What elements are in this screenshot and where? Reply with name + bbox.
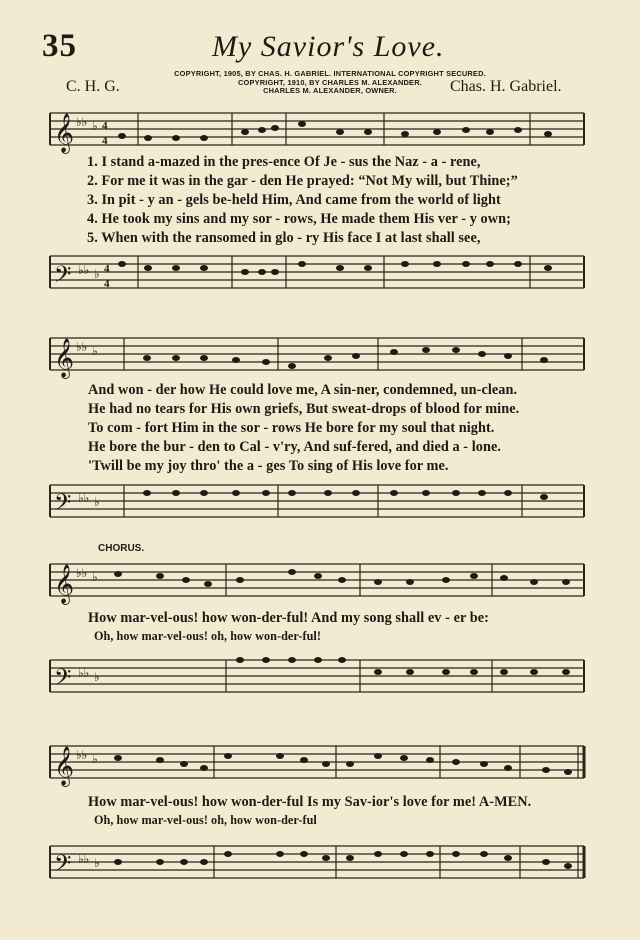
svg-text:♭: ♭: [92, 570, 98, 584]
lyricist-initials: C. H. G.: [66, 78, 120, 95]
svg-text:♭♭: ♭♭: [76, 566, 88, 580]
svg-text:𝄞: 𝄞: [54, 113, 75, 153]
svg-text:♭♭: ♭♭: [78, 852, 90, 866]
svg-text:♭: ♭: [94, 856, 100, 870]
svg-text:♭: ♭: [94, 670, 100, 684]
svg-text:𝄢: 𝄢: [54, 262, 72, 293]
music-staff-system-4-bass: [0, 840, 640, 890]
svg-text:♭♭: ♭♭: [76, 340, 88, 354]
svg-text:𝄢: 𝄢: [54, 490, 72, 521]
music-staff-system-2-bass: [0, 480, 640, 528]
svg-text:♭: ♭: [92, 119, 98, 133]
svg-text:♭♭: ♭♭: [78, 263, 90, 277]
svg-text:♭♭: ♭♭: [76, 115, 88, 129]
composer-name: Chas. H. Gabriel.: [450, 78, 562, 95]
lyric-line-verse-2: 2. For me it was in the gar - den He prayed: “Not My will, but Thine;”: [87, 173, 518, 189]
svg-text:4: 4: [102, 120, 108, 132]
chorus-echo-line: Oh, how mar-vel-ous! oh, how won-der-ful!: [94, 629, 321, 643]
lyric-line-verse-5: 5. When with the ransomed in glo - ry His face I at last shall see,: [87, 230, 481, 246]
svg-text:4: 4: [104, 278, 110, 290]
svg-text:𝄞: 𝄞: [54, 746, 75, 786]
svg-text:♭♭: ♭♭: [76, 748, 88, 762]
svg-text:♭: ♭: [92, 752, 98, 766]
music-staff-system-1-treble: [0, 108, 640, 154]
svg-text:♭: ♭: [94, 495, 100, 509]
svg-text:𝄢: 𝄢: [54, 851, 72, 882]
svg-text:𝄞: 𝄞: [54, 338, 75, 378]
hymn-number: 35: [42, 28, 77, 64]
lyric-line-verse-1: And won - der how He could love me, A sin-ner, condemned, un-clean.: [88, 382, 518, 398]
svg-text:♭♭: ♭♭: [78, 491, 90, 505]
chorus-echo-line: Oh, how mar-vel-ous! oh, how won-der-ful: [94, 813, 317, 827]
lyric-line-verse-1: 1. I stand a-mazed in the pres-ence Of Je - sus the Naz - a - rene,: [87, 154, 481, 170]
svg-text:♭: ♭: [92, 344, 98, 358]
verse-lyrics-system-1: [87, 154, 518, 249]
lyric-line-verse-5: 'Twill be my joy thro' the a - ges To sing of His love for me.: [88, 458, 449, 474]
svg-text:4: 4: [102, 135, 108, 147]
verse-lyrics-system-2: [88, 382, 519, 477]
svg-text:4: 4: [104, 263, 110, 275]
music-staff-system-4-treble: [0, 742, 640, 790]
copyright-line: COPYRIGHT, 1910, BY CHARLES M. ALEXANDER.: [238, 77, 422, 87]
music-staff-system-1-bass: [0, 250, 640, 300]
svg-text:𝄢: 𝄢: [54, 665, 72, 696]
chorus-lyric-line: How mar-vel-ous! how won-der-ful Is my Sav-ior's love for me! A-MEN.: [88, 794, 532, 810]
chorus-label: CHORUS.: [98, 543, 145, 554]
copyright-line: CHARLES M. ALEXANDER, OWNER.: [263, 86, 397, 96]
music-staff-system-3-bass: [0, 650, 640, 698]
copyright-line: COPYRIGHT, 1905, BY CHAS. H. GABRIEL. INTERNATIONAL COPYRIGHT SECURED.: [174, 69, 486, 78]
music-staff-system-2-treble: [0, 332, 640, 380]
lyric-line-verse-2: He had no tears for His own griefs, But sweat-drops of blood for mine.: [88, 401, 520, 417]
svg-text:♭♭: ♭♭: [78, 666, 90, 680]
lyric-line-verse-3: 3. In pit - y an - gels be-held Him, And came from the world of light: [87, 192, 501, 208]
svg-text:𝄞: 𝄞: [54, 564, 75, 604]
lyric-line-verse-3: To com - fort Him in the sor - rows He bore for my soul that night.: [88, 420, 495, 436]
chorus-lyrics-system-4: [88, 794, 531, 829]
chorus-lyric-line: How mar-vel-ous! how won-der-ful! And my song shall ev - er be:: [88, 610, 489, 626]
lyric-line-verse-4: He bore the bur - den to Cal - v'ry, And suf-fered, and died a - lone.: [88, 439, 501, 455]
music-staff-system-3-treble: [0, 556, 640, 606]
svg-text:♭: ♭: [94, 267, 100, 281]
chorus-lyrics-system-3: [88, 610, 489, 645]
lyric-line-verse-4: 4. He took my sins and my sor - rows, He made them His ver - y own;: [87, 211, 511, 227]
hymn-title: My Savior's Love.: [212, 30, 445, 63]
